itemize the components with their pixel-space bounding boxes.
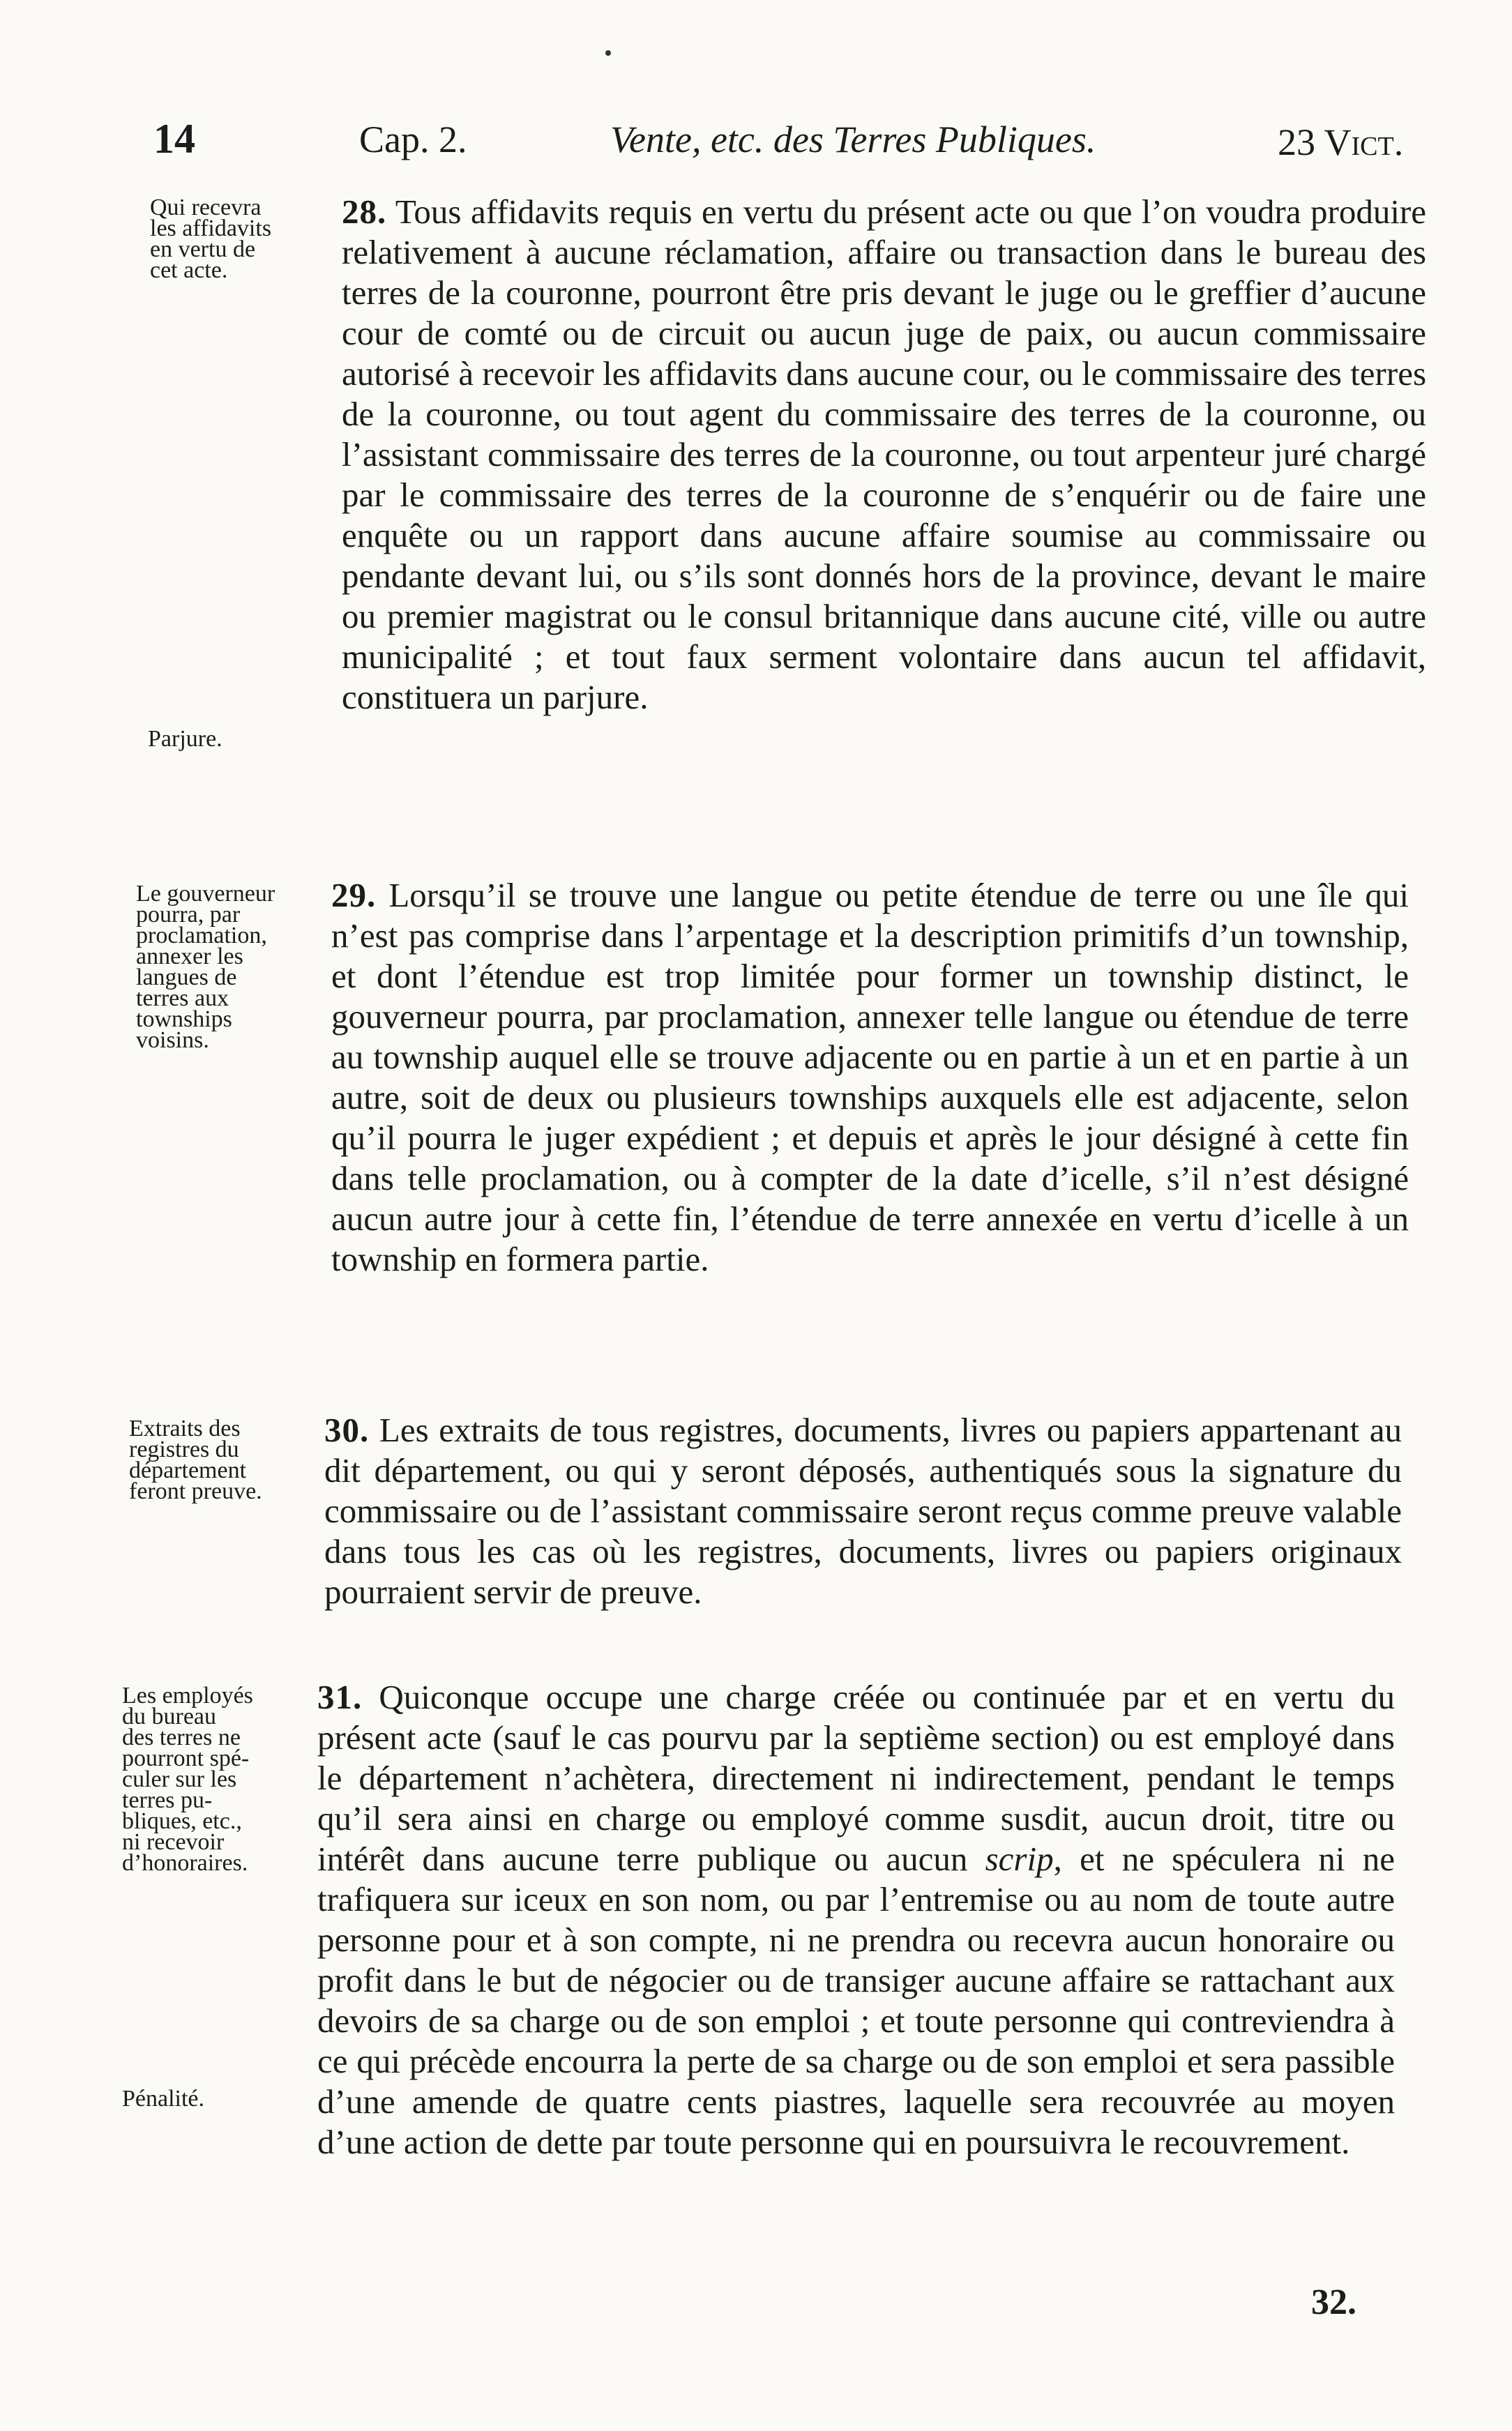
margin-note-gouverneur: Le gouverneur pourra, par proclamation, annexer les langues de terres aux townships voisins. [136, 881, 275, 1053]
section-31-text [317, 1677, 1395, 2163]
margin-note-parjure: Parjure. [148, 726, 222, 752]
margin-note-affidavits: Qui recevra les affidavits en vertu de cet acte. [150, 195, 272, 283]
chapter-label: Cap. 2. [359, 119, 467, 160]
section-paragraph: Lorsqu’il se trouve une langue ou petite étendue de terre ou une île qui n’est pas comprise dans l’arpentage et la description primitifs d’un township, et dont l’étendue est trop limitée pour former un township distinct, le gouverneur pourra, par proclamation, annexer telle langue ou étendue de terre au township auquel elle se trouve adjacente ou en partie à un et en partie à un autre, soit de deux ou plusieurs townships auxquels elle est adjacente, selon qu’il pourra le juger expédient ; et depuis et après le jour désigné à cette fin dans telle proclamation, ou à compter de la date d’icelle, s’il n’est désigné aucun autre jour à cette fin, l’étendue de terre annexée en vertu d’icelle à un township en formera partie. [331, 876, 1409, 1278]
margin-note-employes: Les employés du bureau des terres ne pourront spé- culer sur les terres pu- bliques, etc., ni recevoir d’honoraires. [122, 1683, 253, 1876]
section-number: 31. [317, 1678, 363, 1716]
section-number: 28. [342, 192, 387, 231]
margin-note-penalite: Pénalité. [122, 2086, 205, 2112]
section-paragraph-end: , et ne spéculera ni ne trafiquera sur iceux en son nom, ou par l’entremise ou au nom de toute autre personne pour et à son compte, ni ne prendra ou recevra aucun honoraire ou profit dans le but de négocier ou de transiger aucune affaire se rattachant aux devoirs de sa charge ou de son emploi ; et toute personne qui contreviendra à ce qui précède encourra la perte de sa charge ou de son emploi et sera passible d’une amende de quatre cents piastres, laquelle sera recouvrée au moyen d’une action de dette par toute personne qui en poursuivra le recouvrement. [317, 1840, 1396, 2161]
section-29-text [331, 875, 1409, 1280]
section-30-text [324, 1410, 1402, 1612]
italic-term: scrip [985, 1840, 1054, 1878]
section-28-text [342, 192, 1426, 718]
section-number: 29. [331, 876, 377, 914]
section-number: 30. [324, 1411, 370, 1449]
running-header [0, 115, 1512, 171]
catchword: 32. [1311, 2282, 1356, 2322]
running-title: Vente, etc. des Terres Publiques. [610, 119, 1096, 160]
section-paragraph-start: Quiconque occupe une charge créée ou continuée par et en vertu du présent acte (sauf le cas pourvu par la septième section) ou est employé dans le département n’achètera, directement ni indirectement, pendant le temps qu’il sera ainsi en charge ou employé comme susdit, aucun droit, titre ou intérêt dans aucune terre publique ou aucun [317, 1678, 1396, 1878]
section-paragraph: Tous affidavits requis en vertu du présent acte ou que l’on voudra produire relativement à aucune réclamation, affaire ou transaction dans le bureau des terres de la couronne, pourront être pris devant le juge ou le greffier d’aucune cour de comté ou de circuit ou aucun juge de paix, ou aucun commissaire autorisé à recevoir les affidavits dans aucune cour, ou le commissaire des terres de la couronne, ou tout agent du commissaire des terres de la couronne, ou l’assistant commissaire des terres de la couronne, ou tout arpenteur juré chargé par le commissaire des terres de la couronne de s’enquérir ou de faire une enquête ou un rapport dans aucune affaire soumise au commissaire ou pendante devant lui, ou s’ils sont donnés hors de la province, devant le maire ou premier magistrat ou le consul britannique dans aucune cité, ville ou autre municipalité ; et tout faux serment volontaire dans aucun tel affidavit, constituera un parjure. [342, 192, 1427, 716]
regnal-year: 23 Vict. [1278, 121, 1404, 163]
section-paragraph: Les extraits de tous registres, documents, livres ou papiers appartenant au dit département, ou qui y seront déposés, authentiqués sous la signature du commissaire ou de l’assistant commissaire seront reçus comme preuve valable dans tous les cas où les registres, documents, livres ou papiers originaux pourraient servir de preuve. [324, 1411, 1403, 1611]
printer-dot [605, 50, 611, 56]
margin-note-extraits: Extraits des registres du département feront preuve. [129, 1416, 262, 1504]
page-number: 14 [153, 116, 195, 162]
